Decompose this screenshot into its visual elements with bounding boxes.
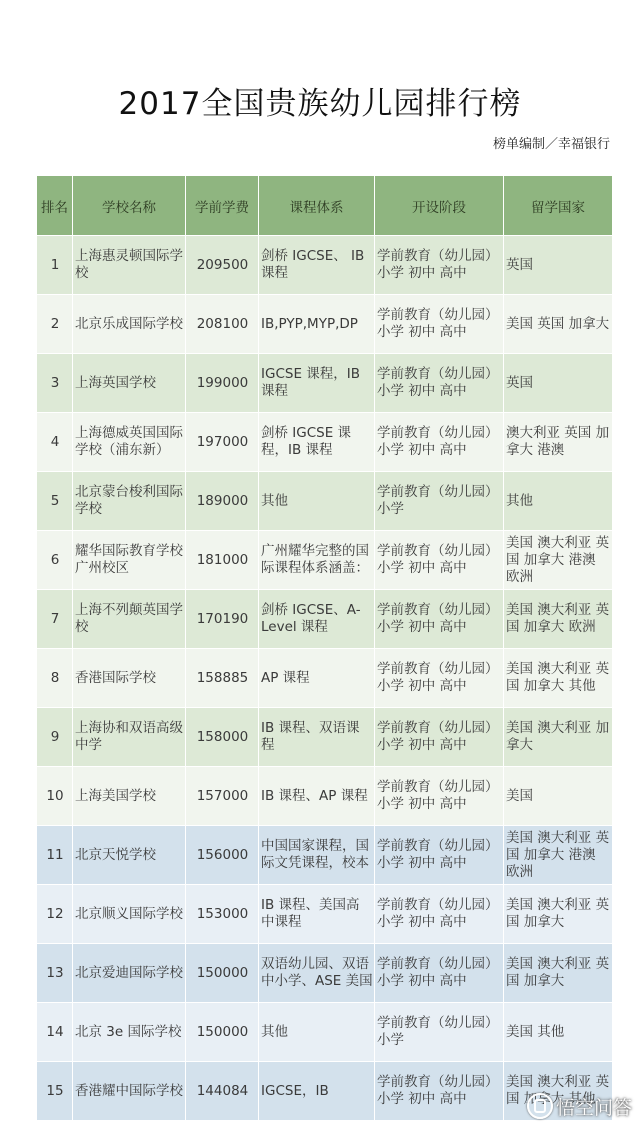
- cell-stages: 学前教育（幼儿园）小学 初中 高中: [375, 590, 504, 649]
- cell-curriculum: AP 课程: [259, 649, 375, 708]
- table-row: [37, 885, 613, 944]
- cell-school-name: 北京爱迪国际学校: [73, 944, 186, 1003]
- cell-fee: 150000: [186, 944, 259, 1003]
- cell-countries: 澳大利亚 英国 加拿大 港澳: [504, 413, 613, 472]
- cell-countries: 英国: [504, 354, 613, 413]
- table-row: [37, 413, 613, 472]
- cell-fee: 158000: [186, 708, 259, 767]
- cell-countries: 美国: [504, 767, 613, 826]
- cell-countries: 美国 澳大利亚 英国 加拿大: [504, 944, 613, 1003]
- cell-stages: 学前教育（幼儿园）小学: [375, 472, 504, 531]
- cell-rank: 1: [37, 236, 73, 295]
- table-row: [37, 531, 613, 590]
- cell-rank: 5: [37, 472, 73, 531]
- cell-stages: 学前教育（幼儿园）小学 初中 高中: [375, 944, 504, 1003]
- cell-stages: 学前教育（幼儿园）小学 初中 高中: [375, 649, 504, 708]
- table-row: [37, 826, 613, 885]
- cell-school-name: 上海美国学校: [73, 767, 186, 826]
- cell-fee: 208100: [186, 295, 259, 354]
- table-row: [37, 354, 613, 413]
- cell-fee: 189000: [186, 472, 259, 531]
- cell-fee: 150000: [186, 1003, 259, 1062]
- cell-stages: 学前教育（幼儿园）小学 初中 高中: [375, 708, 504, 767]
- cell-fee: 144084: [186, 1062, 259, 1121]
- table-row: [37, 1003, 613, 1062]
- cell-stages: 学前教育（幼儿园）小学 初中 高中: [375, 354, 504, 413]
- cell-rank: 8: [37, 649, 73, 708]
- cell-rank: 14: [37, 1003, 73, 1062]
- cell-curriculum: 其他: [259, 1003, 375, 1062]
- cell-fee: 199000: [186, 354, 259, 413]
- cell-rank: 6: [37, 531, 73, 590]
- cell-school-name: 香港国际学校: [73, 649, 186, 708]
- cell-curriculum: IGCSE 课程，IB 课程: [259, 354, 375, 413]
- header-stages: 开设阶段: [375, 176, 504, 236]
- cell-rank: 4: [37, 413, 73, 472]
- table-row: [37, 767, 613, 826]
- cell-school-name: 上海协和双语高级中学: [73, 708, 186, 767]
- cell-countries: 美国 澳大利亚 英国 加拿大 港澳 欧洲: [504, 826, 613, 885]
- cell-curriculum: IB 课程、双语课程: [259, 708, 375, 767]
- cell-stages: 学前教育（幼儿园）小学 初中 高中: [375, 767, 504, 826]
- cell-rank: 9: [37, 708, 73, 767]
- cell-fee: 197000: [186, 413, 259, 472]
- cell-fee: 153000: [186, 885, 259, 944]
- cell-stages: 学前教育（幼儿园）小学 初中 高中: [375, 1062, 504, 1121]
- cell-school-name: 上海德威英国国际学校（浦东新）: [73, 413, 186, 472]
- cell-stages: 学前教育（幼儿园）小学 初中 高中: [375, 826, 504, 885]
- cell-rank: 11: [37, 826, 73, 885]
- cell-stages: 学前教育（幼儿园）小学 初中 高中: [375, 413, 504, 472]
- cell-countries: 美国 澳大利亚 英国 加拿大 港澳 欧洲: [504, 531, 613, 590]
- cell-curriculum: IB 课程、美国高中课程: [259, 885, 375, 944]
- cell-countries: 美国 澳大利亚 加拿大: [504, 708, 613, 767]
- wukong-logo-icon: [527, 1093, 553, 1119]
- cell-countries: 其他: [504, 472, 613, 531]
- table-row: [37, 472, 613, 531]
- header-countries: 留学国家: [504, 176, 613, 236]
- cell-curriculum: IB,PYP,MYP,DP: [259, 295, 375, 354]
- cell-curriculum: 其他: [259, 472, 375, 531]
- cell-countries: 美国 澳大利亚 英国 加拿大 其他: [504, 1062, 613, 1121]
- cell-fee: 156000: [186, 826, 259, 885]
- cell-school-name: 北京乐成国际学校: [73, 295, 186, 354]
- cell-school-name: 香港耀中国际学校: [73, 1062, 186, 1121]
- cell-rank: 13: [37, 944, 73, 1003]
- cell-rank: 7: [37, 590, 73, 649]
- watermark: [527, 1093, 632, 1120]
- table-header-row: [37, 176, 613, 236]
- table-row: [37, 708, 613, 767]
- header-fee: 学前学费: [186, 176, 259, 236]
- table-row: [37, 590, 613, 649]
- cell-curriculum: 广州耀华完整的国际课程体系涵盖：: [259, 531, 375, 590]
- table-row: [37, 649, 613, 708]
- cell-countries: 英国: [504, 236, 613, 295]
- table-row: [37, 944, 613, 1003]
- cell-curriculum: IGCSE，IB: [259, 1062, 375, 1121]
- header-rank: 排名: [37, 176, 73, 236]
- cell-school-name: 北京顺义国际学校: [73, 885, 186, 944]
- cell-curriculum: 剑桥 IGCSE、A-Level 课程: [259, 590, 375, 649]
- cell-fee: 158885: [186, 649, 259, 708]
- page-title: 2017全国贵族幼儿园排行榜: [118, 86, 522, 122]
- cell-fee: 170190: [186, 590, 259, 649]
- cell-curriculum: 双语幼儿园、双语中小学、ASE 美国: [259, 944, 375, 1003]
- cell-rank: 15: [37, 1062, 73, 1121]
- cell-school-name: 北京天悦学校: [73, 826, 186, 885]
- cell-countries: 美国 澳大利亚 英国 加拿大 其他: [504, 649, 613, 708]
- cell-fee: 157000: [186, 767, 259, 826]
- cell-fee: 209500: [186, 236, 259, 295]
- ranking-table: [36, 175, 613, 1121]
- cell-rank: 3: [37, 354, 73, 413]
- table-row: [37, 236, 613, 295]
- cell-rank: 10: [37, 767, 73, 826]
- cell-countries: 美国 澳大利亚 英国 加拿大 欧洲: [504, 590, 613, 649]
- cell-curriculum: 剑桥 IGCSE 课程，IB 课程: [259, 413, 375, 472]
- cell-countries: 美国 英国 加拿大: [504, 295, 613, 354]
- cell-school-name: 上海不列颠英国学校: [73, 590, 186, 649]
- cell-rank: 2: [37, 295, 73, 354]
- cell-curriculum: 中国国家课程，国际文凭课程，校本: [259, 826, 375, 885]
- cell-rank: 12: [37, 885, 73, 944]
- cell-curriculum: 剑桥 IGCSE、 IB 课程: [259, 236, 375, 295]
- cell-fee: 181000: [186, 531, 259, 590]
- cell-school-name: 上海英国学校: [73, 354, 186, 413]
- table-row: [37, 295, 613, 354]
- header-curriculum: 课程体系: [259, 176, 375, 236]
- cell-stages: 学前教育（幼儿园）小学 初中 高中: [375, 236, 504, 295]
- cell-school-name: 上海惠灵顿国际学校: [73, 236, 186, 295]
- cell-stages: 学前教育（幼儿园）小学 初中 高中: [375, 531, 504, 590]
- cell-stages: 学前教育（幼儿园）小学 初中 高中: [375, 295, 504, 354]
- watermark-text: 悟空问答: [555, 1097, 632, 1119]
- cell-curriculum: IB 课程、AP 课程: [259, 767, 375, 826]
- page-subtitle: 榜单编制／幸福银行: [492, 137, 610, 152]
- cell-stages: 学前教育（幼儿园）小学: [375, 1003, 504, 1062]
- cell-school-name: 北京 3e 国际学校: [73, 1003, 186, 1062]
- cell-countries: 美国 其他: [504, 1003, 613, 1062]
- cell-school-name: 北京蒙台梭利国际学校: [73, 472, 186, 531]
- cell-stages: 学前教育（幼儿园）小学 初中 高中: [375, 885, 504, 944]
- cell-countries: 美国 澳大利亚 英国 加拿大: [504, 885, 613, 944]
- header-school-name: 学校名称: [73, 176, 186, 236]
- cell-school-name: 耀华国际教育学校广州校区: [73, 531, 186, 590]
